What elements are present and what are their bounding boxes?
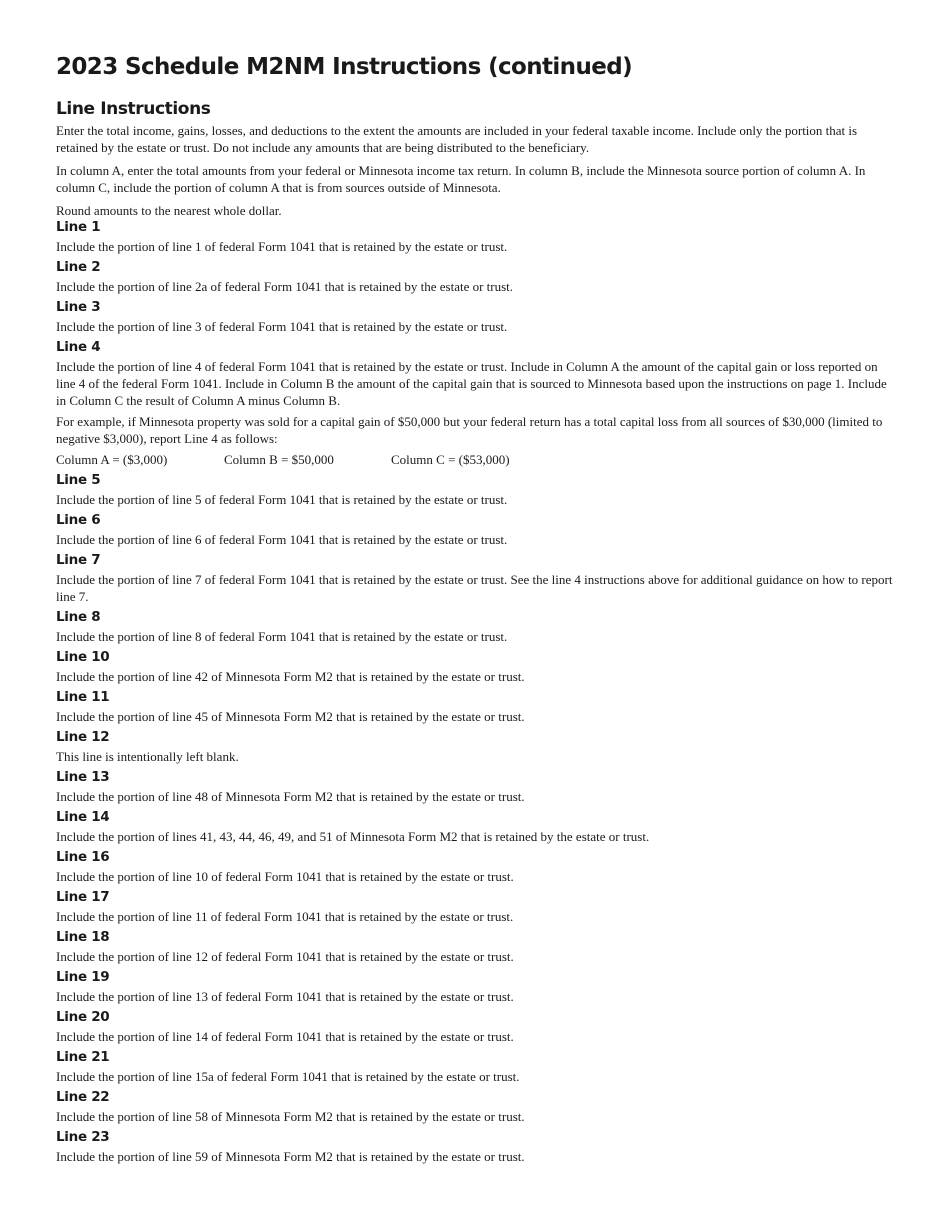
line-text: Include the portion of line 58 of Minnesota Form M2 that is retained by the estate or trust. (56, 1109, 525, 1124)
line-heading: Line 4 (56, 339, 101, 355)
line-item (56, 1009, 896, 1045)
line-item (56, 1129, 896, 1165)
line-item (56, 889, 896, 925)
example-column-c: Column C = ($53,000) (391, 452, 510, 467)
line-heading: Line 17 (56, 889, 110, 905)
line-heading: Line 23 (56, 1129, 110, 1145)
line-text: Include the portion of line 8 of federal Form 1041 that is retained by the estate or trust. (56, 629, 508, 644)
line-item (56, 259, 896, 295)
line-heading: Line 1 (56, 219, 101, 235)
line-text: Include the portion of line 7 of federal Form 1041 that is retained by the estate or trust. See the line 4 instructions above for additional guidance on how to report line 7. (56, 572, 893, 604)
line-item (56, 299, 896, 335)
line-item (56, 1049, 896, 1085)
line-item (56, 969, 896, 1005)
line-text: Include the portion of line 45 of Minnesota Form M2 that is retained by the estate or trust. (56, 709, 525, 724)
line-text: Include the portion of line 15a of federal Form 1041 that is retained by the estate or trust. (56, 1069, 520, 1084)
line-item (56, 929, 896, 965)
line-item (56, 809, 896, 845)
line-heading: Line 10 (56, 649, 110, 665)
line-heading: Line 11 (56, 689, 110, 705)
line-heading: Line 16 (56, 849, 110, 865)
example-columns-row (56, 451, 896, 468)
page-title: 2023 Schedule M2NM Instructions (continued) (56, 54, 632, 80)
line-item (56, 649, 896, 685)
line-text: Include the portion of line 4 of federal Form 1041 that is retained by the estate or trust. Include in Column A the amount of the capital gain or loss reported on line 4 of the federal Form 1041. Include in Column B the amount of the capital gain that is sourced to Minnesota based upon the instructions on page 1. Include in Column C the result of Column A minus Column B. (56, 359, 887, 408)
intro-paragraph: Round amounts to the nearest whole dollar. (56, 203, 282, 218)
line-heading: Line 19 (56, 969, 110, 985)
intro-paragraph: Enter the total income, gains, losses, and deductions to the extent the amounts are included in your federal taxable income. Include only the portion that is retained by the estate or trust. Do not include any amounts that are being distributed to the beneficiary. (56, 123, 858, 155)
line-item (56, 609, 896, 645)
line-heading: Line 13 (56, 769, 110, 785)
line-heading: Line 8 (56, 609, 101, 625)
line-item (56, 769, 896, 805)
line-heading: Line 7 (56, 552, 101, 568)
line-heading: Line 5 (56, 472, 101, 488)
line-item (56, 472, 896, 508)
line-text: Include the portion of line 42 of Minnesota Form M2 that is retained by the estate or trust. (56, 669, 525, 684)
line-heading: Line 3 (56, 299, 101, 315)
line-item (56, 552, 896, 605)
line-item (56, 1089, 896, 1125)
line-heading: Line 6 (56, 512, 101, 528)
line-text: Include the portion of line 59 of Minnesota Form M2 that is retained by the estate or trust. (56, 1149, 525, 1164)
line-text: This line is intentionally left blank. (56, 749, 239, 764)
line-text: Include the portion of line 48 of Minnesota Form M2 that is retained by the estate or trust. (56, 789, 525, 804)
line-text: Include the portion of line 1 of federal Form 1041 that is retained by the estate or trust. (56, 239, 508, 254)
line-item (56, 512, 896, 548)
line-text: Include the portion of line 3 of federal Form 1041 that is retained by the estate or trust. (56, 319, 508, 334)
line-heading: Line 21 (56, 1049, 110, 1065)
line-item (56, 219, 896, 255)
line-item (56, 689, 896, 725)
line-item (56, 339, 896, 468)
line-heading: Line 2 (56, 259, 101, 275)
line-heading: Line 20 (56, 1009, 110, 1025)
line-item (56, 849, 896, 885)
line-text: Include the portion of line 14 of federal Form 1041 that is retained by the estate or trust. (56, 1029, 514, 1044)
document-page (56, 52, 896, 1169)
line-text: Include the portion of line 5 of federal Form 1041 that is retained by the estate or trust. (56, 492, 508, 507)
line-heading: Line 22 (56, 1089, 110, 1105)
line-example-text: For example, if Minnesota property was sold for a capital gain of $50,000 but your federal return has a total capital loss from all sources of $30,000 (limited to negative $3,000), report Line 4 as follows: (56, 414, 883, 446)
line-heading: Line 18 (56, 929, 110, 945)
line-heading: Line 14 (56, 809, 110, 825)
line-item (56, 729, 896, 765)
line-text: Include the portion of line 10 of federal Form 1041 that is retained by the estate or trust. (56, 869, 514, 884)
intro-paragraph: In column A, enter the total amounts from your federal or Minnesota income tax return. In column B, include the Minnesota source portion of column A. In column C, include the portion of column A that is from sources outside of Minnesota. (56, 163, 866, 195)
line-instructions-list (56, 219, 896, 1165)
line-text: Include the portion of line 2a of federal Form 1041 that is retained by the estate or trust. (56, 279, 514, 294)
line-heading: Line 12 (56, 729, 110, 745)
line-text: Include the portion of line 12 of federal Form 1041 that is retained by the estate or trust. (56, 949, 514, 964)
example-column-b: Column B = $50,000 (224, 452, 334, 467)
line-text: Include the portion of line 13 of federal Form 1041 that is retained by the estate or trust. (56, 989, 514, 1004)
line-text: Include the portion of line 6 of federal Form 1041 that is retained by the estate or trust. (56, 532, 508, 547)
line-text: Include the portion of line 11 of federal Form 1041 that is retained by the estate or trust. (56, 909, 514, 924)
section-heading-line-instructions: Line Instructions (56, 99, 211, 119)
example-column-a: Column A = ($3,000) (56, 452, 168, 467)
line-text: Include the portion of lines 41, 43, 44, 46, 49, and 51 of Minnesota Form M2 that is retained by the estate or trust. (56, 829, 650, 844)
